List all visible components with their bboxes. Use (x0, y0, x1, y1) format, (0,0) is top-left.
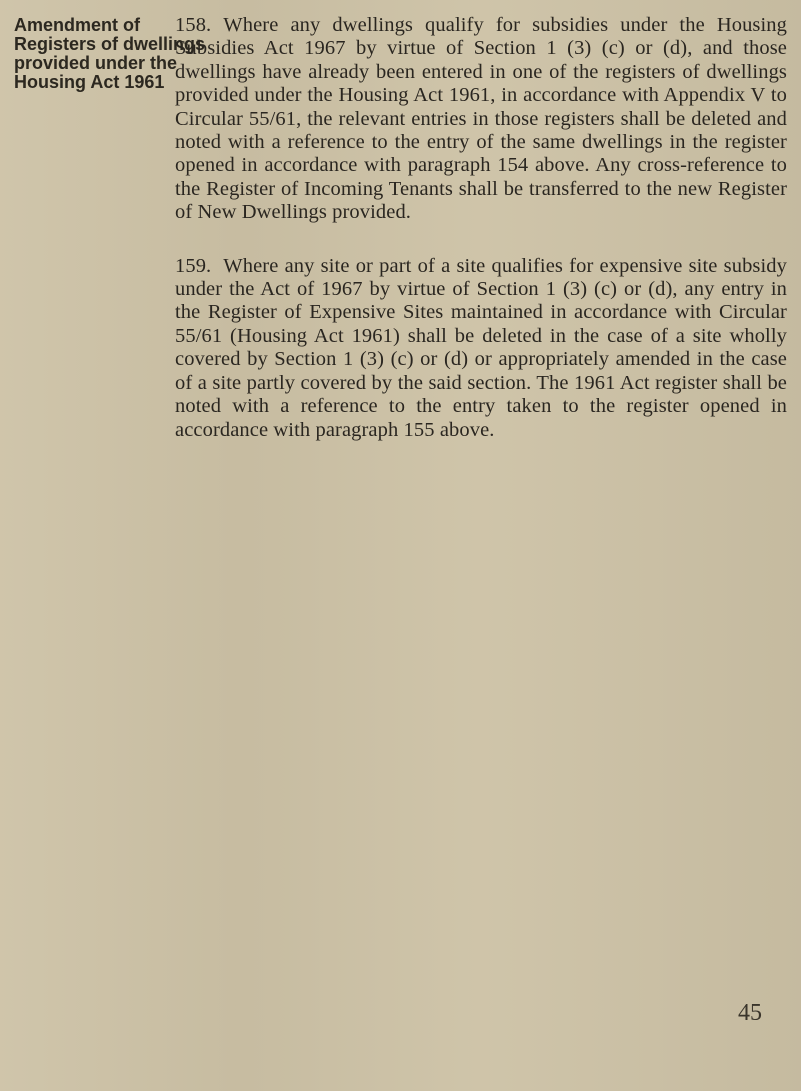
paragraph-text: Where any site or part of a site qualifies for expensive site subsidy under the Act of 1967 by virtue of Section 1 (3) (c) or (d), any entry in the Register of Expensive Sites maintained in accordance with Circular 55/61 (Housing Act 1961) shall be deleted in the case of a site wholly covered by Section 1 (3) (c) or (d) or appropriately amended in the case of a site partly covered by the said section. The 1961 Act register shall be noted with a reference to the entry taken to the register opened in accordance with paragraph 155 above. (175, 254, 787, 441)
margin-heading-line: provided under the (14, 53, 178, 73)
paragraph-158 (175, 14, 787, 225)
paragraph-number: 158. (175, 14, 212, 36)
margin-heading-line: Housing Act 1961 (14, 72, 165, 92)
page-number: 45 (738, 1000, 762, 1026)
paragraph-159 (175, 255, 787, 442)
margin-heading-line: Registers of dwellings (14, 34, 206, 54)
paragraph-number: 159. (175, 254, 212, 277)
margin-heading-line: Amendment of (14, 15, 140, 35)
paragraph-text: Where any dwellings qualify for subsidies under the Housing Subsidies Act 1967 by virtue of Section 1 (3) (c) or (d), and those dwellings have already been entered in one of the registers of dwellings provided under the Housing Act 1961, in accordance with Appendix V to Circular 55/61, the relevant entries in those registers shall be deleted and noted with a reference to the entry of the same dwellings in the register opened in accordance with paragraph 154 above. Any cross-reference to the Register of Incoming Tenants shall be transferred to the new Register of New Dwellings provided. (175, 14, 787, 224)
body-text (175, 14, 787, 472)
